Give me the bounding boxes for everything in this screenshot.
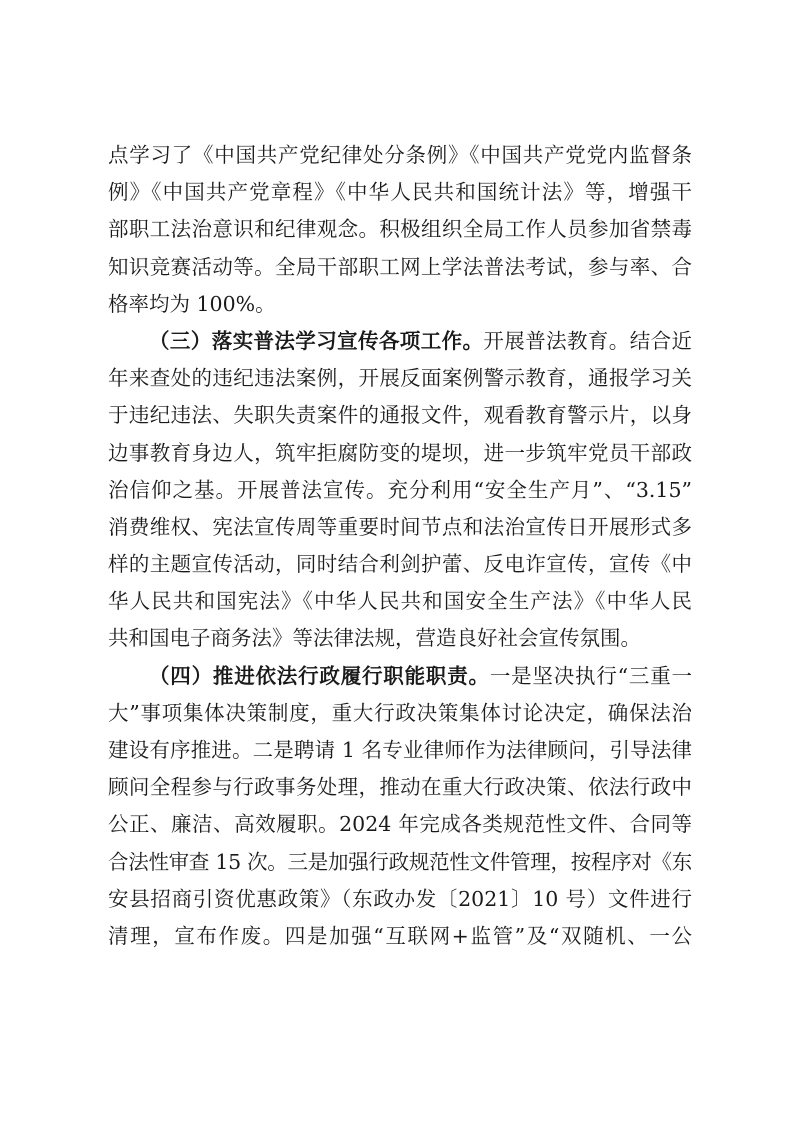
line-text: 年来查处的违纪违法案例，开展反面案例警示教育，通报学习关: [108, 366, 692, 391]
text-line: [108, 620, 692, 657]
text-line: [108, 137, 692, 174]
line-text: 大”事项集体决策制度，重大行政决策集体讨论决定，确保法治: [108, 700, 692, 725]
line-text: 例》《中国共产党章程》《中华人民共和国统计法》等，增强干: [108, 180, 692, 205]
line-text: 公正、廉洁、高效履职。2024 年完成各类规范性文件、合同等: [108, 812, 692, 837]
line-text: 建设有序推进。二是聘请 1 名专业律师作为法律顾问，引导法律: [108, 738, 692, 762]
line-text: 清理，宣布作废。四是加强“互联网+监管”及“双随机、一公: [108, 923, 692, 948]
line-text: 部职工法治意识和纪律观念。积极组织全局工作人员参加省禁毒: [108, 217, 692, 242]
line-text: 样的主题宣传活动，同时结合利剑护蕾、反电诈宣传，宣传《中: [108, 552, 692, 577]
line-text: 华人民共和国宪法》《中华人民共和国安全生产法》《中华人民: [108, 589, 692, 614]
text-line: [108, 583, 692, 620]
line-text: 治信仰之基。开展普法宣传。充分利用“安全生产月”、“3.15”: [108, 477, 692, 502]
text-line: [108, 286, 692, 323]
text-line: [108, 323, 692, 360]
text-line: [108, 435, 692, 472]
line-text: 边事教育身边人，筑牢拒腐防变的堤坝，进一步筑牢党员干部政: [108, 440, 692, 465]
text-line: [108, 546, 692, 583]
line-text: 共和国电子商务法》等法律法规，营造良好社会宣传氛围。: [108, 626, 641, 651]
text-line: [108, 881, 692, 918]
line-text: 于违纪违法、失职失责案件的通报文件，观看教育警示片，以身: [108, 403, 692, 428]
text-line: [108, 249, 692, 286]
text-line: [108, 695, 692, 732]
text-line: [108, 918, 692, 955]
line-text: 顾问全程参与行政事务处理，推动在重大行政决策、依法行政中: [108, 775, 692, 800]
line-text: 一是坚决执行“三重一: [489, 663, 692, 688]
text-line: [108, 844, 692, 881]
document-body: [108, 137, 692, 955]
line-text: 点学习了《中国共产党纪律处分条例》《中国共产党党内监督条: [108, 143, 692, 167]
line-text: 消费维权、宪法宣传周等重要时间节点和法治宣传日开展形式多: [108, 514, 692, 539]
line-text: 合法性审查 15 次。三是加强行政规范性文件管理，按程序对《东: [108, 849, 692, 874]
line-text: 开展普法教育。结合近: [483, 328, 693, 353]
section-heading: （三）落实普法学习宣传各项工作。: [149, 328, 484, 353]
line-text: 安县招商引资优惠政策》（东政办发〔2021〕10 号）文件进行: [108, 886, 692, 911]
text-line: [108, 509, 692, 546]
line-text: 知识竞赛活动等。全局干部职工网上学法普法考试，参与率、合: [108, 254, 692, 279]
text-line: [108, 806, 692, 843]
text-line: [108, 732, 692, 769]
text-line: [108, 658, 692, 695]
text-line: [108, 174, 692, 211]
section-heading: （四）推进依法行政履行职能职责。: [149, 663, 490, 688]
text-line: [108, 211, 692, 248]
text-line: [108, 769, 692, 806]
text-line: [108, 472, 692, 509]
text-line: [108, 397, 692, 434]
text-line: [108, 360, 692, 397]
line-text: 格率均为 100%。: [108, 291, 276, 316]
